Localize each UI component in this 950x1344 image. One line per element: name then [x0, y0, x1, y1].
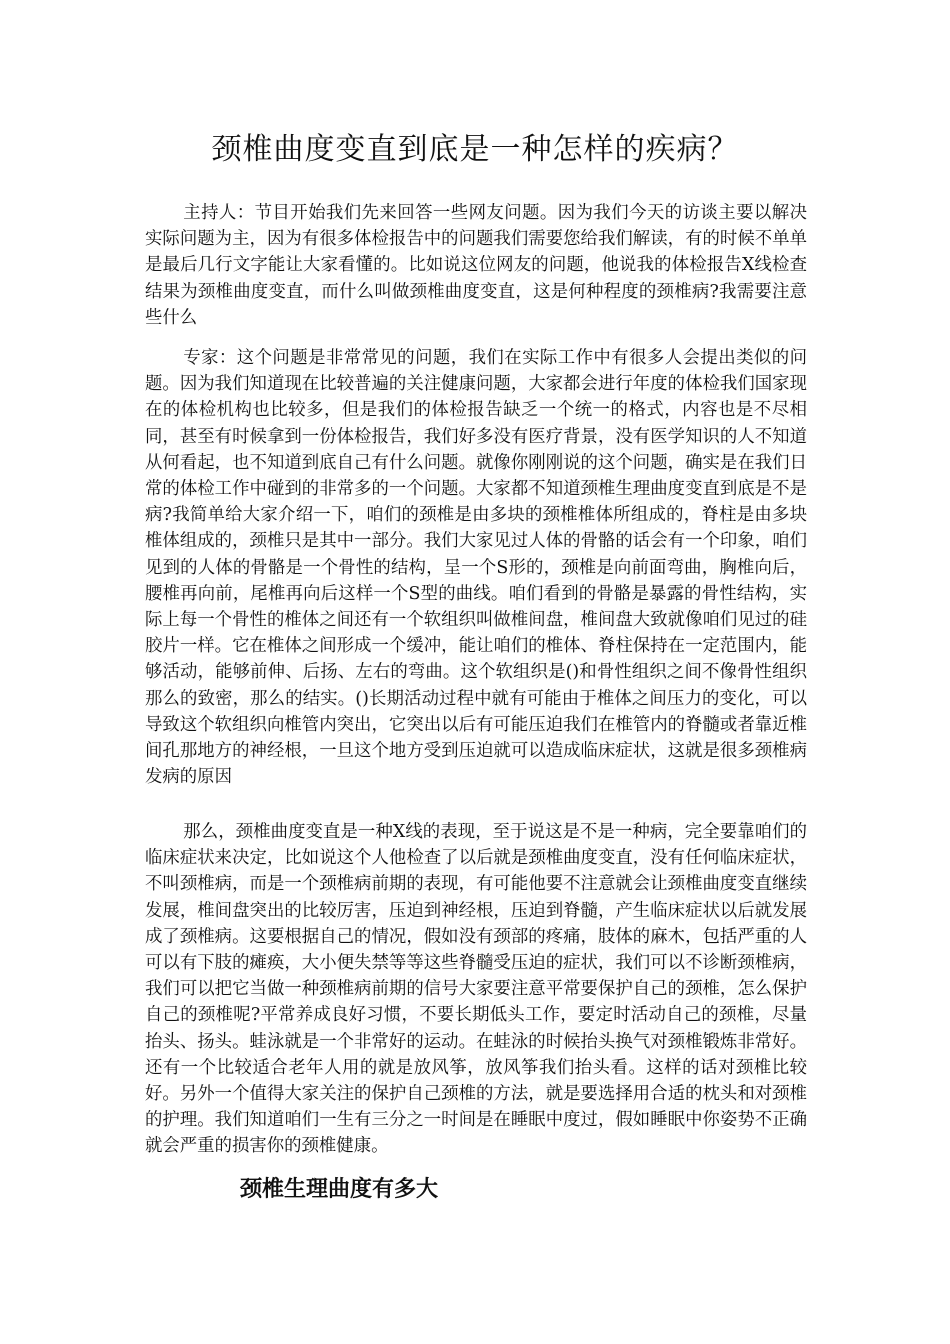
paragraph-host-question: 主持人：节目开始我们先来回答一些网友问题。因为我们今天的访谈主要以解决实际问题为主，因为有很多体检报告中的问题我们需要您给我们解读，有的时候不单单是最后几行文字能让大家看懂的。比如说这位网友的问题，他说我的体检报告X线检查结果为颈椎曲度变直，而什么叫做颈椎曲度变直，这是何种程度的颈椎病?我需要注意些什么 — [145, 203, 807, 328]
paragraph-expert-answer: 专家：这个问题是非常常见的问题，我们在实际工作中有很多人会提出类似的问题。因为我们知道现在比较普遍的关注健康问题，大家都会进行年度的体检我们国家现在的体检机构也比较多，但是我们的体检报告缺乏一个统一的格式，内容也是不尽相同，甚至有时候拿到一份体检报告，我们好多没有医疗背景，没有医学知识的人不知道从何看起，也不知道到底自己有什么问题。就像你刚刚说的这个问题，确实是在我们日常的体检工作中碰到的非常多的一个问题。大家都不知道颈椎生理曲度变直到底是不是病?我简单给大家介绍一下，咱们的颈椎是由多块的颈椎椎体所组成的，脊柱是由多块椎体组成的，颈椎只是其中一部分。我们大家见过人体的骨骼的话会有一个印象，咱们见到的人体的骨骼是一个骨性的结构，呈一个S形的，颈椎是向前面弯曲，胸椎向后，腰椎再向前，尾椎再向后这样一个S型的曲线。咱们看到的骨骼是暴露的骨性结构，实际上每一个骨性的椎体之间还有一个软组织叫做椎间盘，椎间盘大致就像咱们见过的硅胶片一样。它在椎体之间形成一个缓冲，能让咱们的椎体、脊柱保持在一定范围内，能够活动，能够前伸、后扬、左右的弯曲。这个软组织是()和骨性组织之间不像骨性组织那么的致密，那么的结实。()长期活动过程中就有可能由于椎体之间压力的变化，可以导致这个软组织向椎管内突出，它突出以后有可能压迫我们在椎管内的脊髓或者靠近椎间孔那地方的神经根，一旦这个地方受到压迫就可以造成临床症状，这就是很多颈椎病发病的原因 — [145, 348, 807, 788]
document-title: 颈椎曲度变直到底是一种怎样的疾病？ — [211, 132, 739, 167]
section-heading: 颈椎生理曲度有多大 — [240, 1177, 439, 1202]
paragraph-neck-care: 那么，颈椎曲度变直是一种X线的表现，至于说这是不是一种病，完全要靠咱们的临床症状来决定，比如说这个人他检查了以后就是颈椎曲度变直，没有任何临床症状，不叫颈椎病，而是一个颈椎病前期的表现，有可能他要不注意就会让颈椎曲度变直继续发展，椎间盘突出的比较厉害，压迫到神经根，压迫到脊髓，产生临床症状以后就发展成了颈椎病。这要根据自己的情况，假如没有颈部的疼痛，肢体的麻木，包括严重的人可以有下肢的瘫痪，大小便失禁等等这些脊髓受压迫的症状，我们可以不诊断颈椎病，我们可以把它当做一种颈椎病前期的信号大家要注意平常要保护自己的颈椎，怎么保护自己的颈椎呢?平常养成良好习惯，不要长期低头工作，要定时活动自己的颈椎，尽量抬头、扬头。蛙泳就是一个非常好的运动。在蛙泳的时候抬头换气对颈椎锻炼非常好。还有一个比较适合老年人用的就是放风筝，放风筝我们抬头看。这样的话对颈椎比较好。另外一个值得大家关注的保护自己颈椎的方法，就是要选择用合适的枕头和对颈椎的护理。我们知道咱们一生有三分之一时间是在睡眠中度过，假如睡眠中你姿势不正确就会严重的损害你的颈椎健康。 — [145, 822, 807, 1157]
